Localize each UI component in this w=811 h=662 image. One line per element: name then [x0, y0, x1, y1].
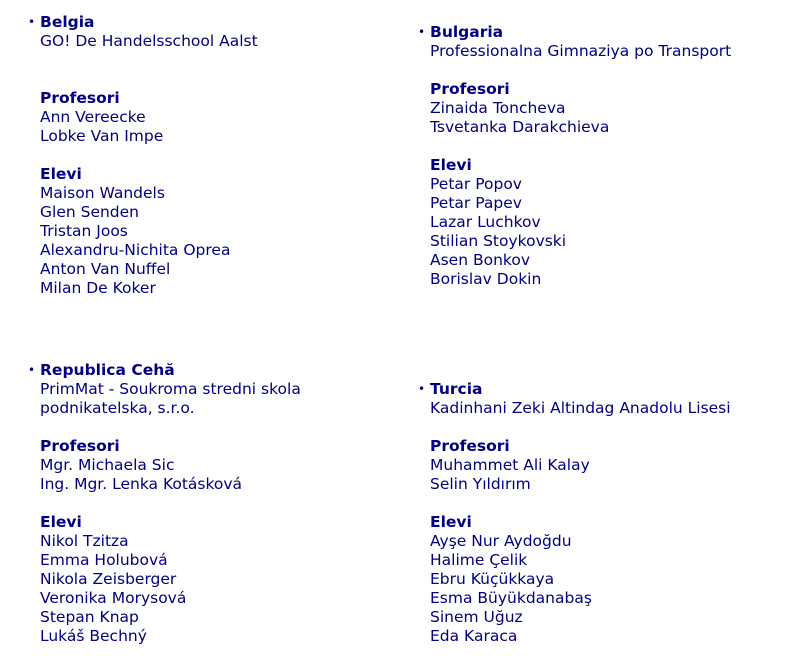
elev-name: Veronika Morysová: [40, 589, 187, 607]
elevi-heading: Elevi: [40, 165, 82, 183]
country-name: Republica Cehă: [40, 361, 175, 379]
elev-name: Maison Wandels: [40, 184, 165, 202]
profesor-name: Ing. Mgr. Lenka Kotásková: [40, 475, 243, 493]
country-heading: [418, 380, 800, 399]
school-name-line: Professionalna Gimnaziya po Transport: [430, 42, 732, 60]
elev-name: Stepan Knap: [40, 608, 139, 626]
profesor-name: Zinaida Toncheva: [430, 99, 566, 117]
elev-name: Lukáš Bechný: [40, 627, 147, 645]
elev-name: Esma Büyükdanabaş: [430, 589, 592, 607]
country-heading: [418, 23, 800, 42]
elev-name: Alexandru-Nichita Oprea: [40, 241, 231, 259]
elev-name: Borislav Dokin: [430, 270, 542, 288]
country-heading: [28, 13, 410, 32]
profesor-name: Ann Vereecke: [40, 108, 146, 126]
profesor-name: Lobke Van Impe: [40, 127, 164, 145]
elevi-heading: Elevi: [40, 513, 82, 531]
country-name: Bulgaria: [430, 23, 504, 41]
elev-name: Ebru Küçükkaya: [430, 570, 555, 588]
elev-name: Milan De Koker: [40, 279, 156, 297]
bullet-icon: •: [28, 363, 36, 377]
ceha-section: [28, 361, 410, 646]
elev-name: Sinem Uğuz: [430, 608, 523, 626]
school-name-line: GO! De Handelsschool Aalst: [40, 32, 258, 50]
turcia-section: [418, 380, 800, 646]
elev-name: Halime Çelik: [430, 551, 528, 569]
school-name-line: PrimMat - Soukroma stredni skola: [40, 380, 301, 398]
elev-name: Nikol Tzitza: [40, 532, 129, 550]
elev-name: Asen Bonkov: [430, 251, 530, 269]
elev-name: Lazar Luchkov: [430, 213, 541, 231]
bullet-icon: •: [28, 15, 36, 29]
profesori-heading: Profesori: [430, 437, 510, 455]
profesor-name: Muhammet Ali Kalay: [430, 456, 590, 474]
school-name-line: podnikatelska, s.r.o.: [40, 399, 195, 417]
country-name: Turcia: [430, 380, 483, 398]
elev-name: Emma Holubová: [40, 551, 168, 569]
bullet-icon: •: [418, 382, 426, 396]
profesori-heading: Profesori: [40, 437, 120, 455]
elevi-heading: Elevi: [430, 513, 472, 531]
profesor-name: Tsvetanka Darakchieva: [430, 118, 610, 136]
profesor-name: Selin Yıldırım: [430, 475, 531, 493]
profesor-name: Mgr. Michaela Sic: [40, 456, 175, 474]
elevi-heading: Elevi: [430, 156, 472, 174]
bulgaria-section: [418, 23, 800, 289]
country-heading: [28, 361, 410, 380]
elev-name: Stilian Stoykovski: [430, 232, 567, 250]
profesori-heading: Profesori: [40, 89, 120, 107]
elev-name: Anton Van Nuffel: [40, 260, 171, 278]
elev-name: Tristan Joos: [40, 222, 128, 240]
elev-name: Petar Popov: [430, 175, 522, 193]
school-name-line: Kadinhani Zeki Altindag Anadolu Lisesi: [430, 399, 731, 417]
elev-name: Eda Karaca: [430, 627, 518, 645]
country-name: Belgia: [40, 13, 95, 31]
profesori-heading: Profesori: [430, 80, 510, 98]
elev-name: Glen Senden: [40, 203, 140, 221]
belgia-section: [28, 13, 410, 298]
elev-name: Petar Papev: [430, 194, 522, 212]
bullet-icon: •: [418, 25, 426, 39]
elev-name: Nikola Zeisberger: [40, 570, 177, 588]
elev-name: Ayşe Nur Aydoğdu: [430, 532, 572, 550]
